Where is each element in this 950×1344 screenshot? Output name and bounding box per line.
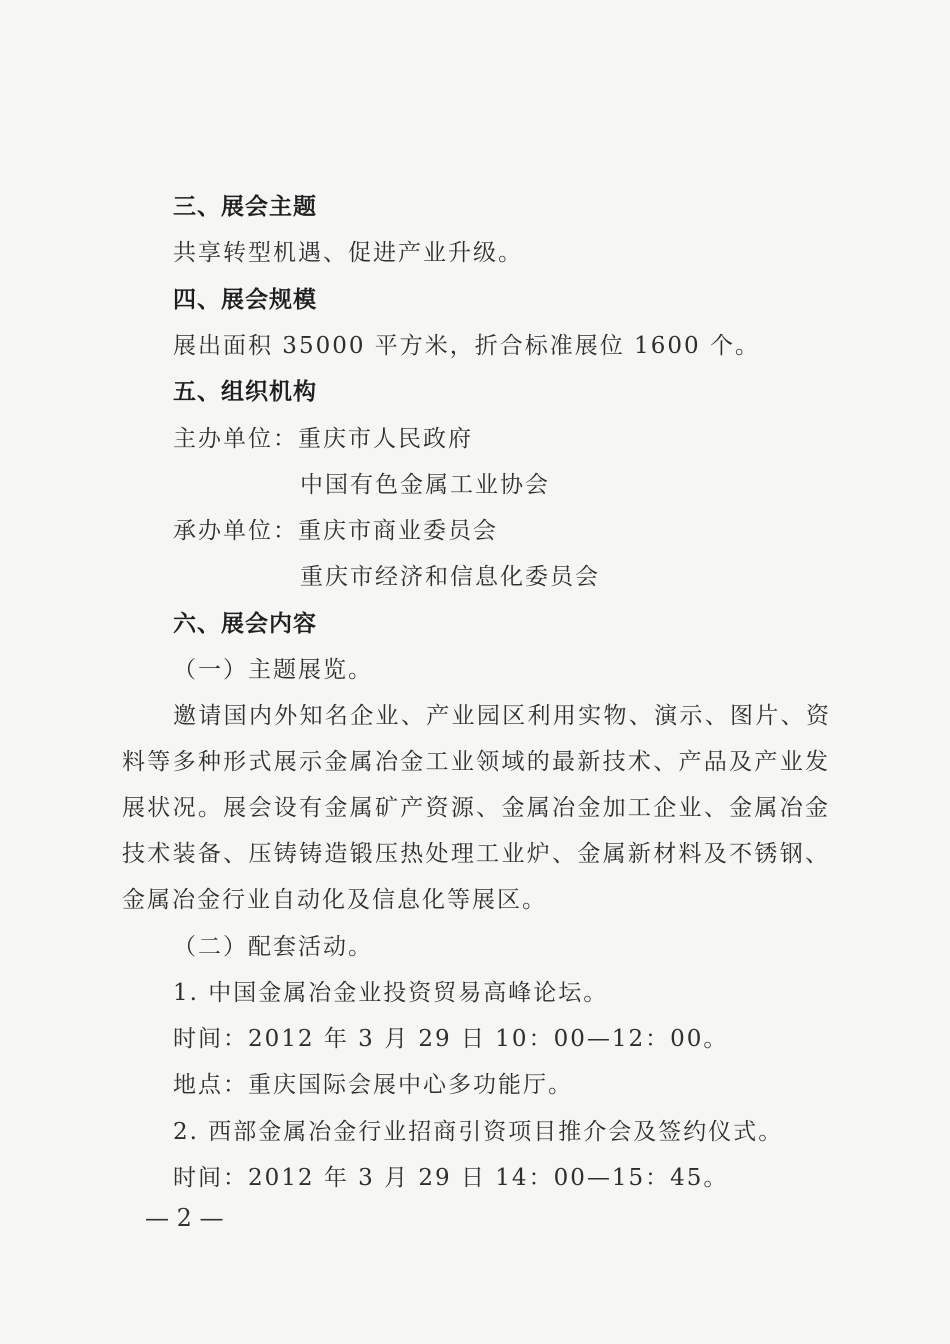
activity-1-title: 1. 中国金属冶金业投资贸易高峰论坛。 bbox=[173, 980, 609, 1006]
page-number: — 2 — bbox=[145, 1204, 224, 1232]
host-line-1: 主办单位：重庆市人民政府 bbox=[173, 426, 473, 452]
organizer-line-2: 重庆市经济和信息化委员会 bbox=[300, 564, 600, 590]
scale-text: 展出面积 35000 平方米，折合标准展位 1600 个。 bbox=[173, 333, 760, 359]
paragraph-line-2: 料等多种形式展示金属冶金工业领域的最新技术、产品及产业发 bbox=[122, 749, 828, 775]
activity-2-time: 时间：2012 年 3 月 29 日 14：00—15：45。 bbox=[173, 1165, 729, 1191]
activity-2-title: 2. 西部金属冶金行业招商引资项目推介会及签约仪式。 bbox=[173, 1119, 784, 1145]
activity-1-time: 时间：2012 年 3 月 29 日 10：00—12：00。 bbox=[173, 1026, 729, 1052]
paragraph-line-5: 金属冶金行业自动化及信息化等展区。 bbox=[122, 887, 547, 913]
section-heading-content: 六、展会内容 bbox=[173, 611, 317, 637]
subheading-activities: （二）配套活动。 bbox=[173, 934, 373, 960]
subheading-exhibition: （一）主题展览。 bbox=[173, 657, 373, 683]
host-line-2: 中国有色金属工业协会 bbox=[300, 472, 550, 498]
section-heading-organization: 五、组织机构 bbox=[173, 379, 317, 405]
theme-text: 共享转型机遇、促进产业升级。 bbox=[173, 240, 523, 266]
organizer-line-1: 承办单位：重庆市商业委员会 bbox=[173, 518, 498, 544]
paragraph-line-3: 展状况。展会设有金属矿产资源、金属冶金加工企业、金属冶金 bbox=[122, 795, 828, 821]
section-heading-scale: 四、展会规模 bbox=[173, 287, 317, 313]
paragraph-line-1: 邀请国内外知名企业、产业园区利用实物、演示、图片、资 bbox=[173, 703, 829, 729]
section-heading-theme: 三、展会主题 bbox=[173, 194, 317, 220]
activity-1-place: 地点：重庆国际会展中心多功能厅。 bbox=[173, 1072, 573, 1098]
paragraph-line-4: 技术装备、压铸铸造锻压热处理工业炉、金属新材料及不锈钢、 bbox=[122, 841, 828, 867]
